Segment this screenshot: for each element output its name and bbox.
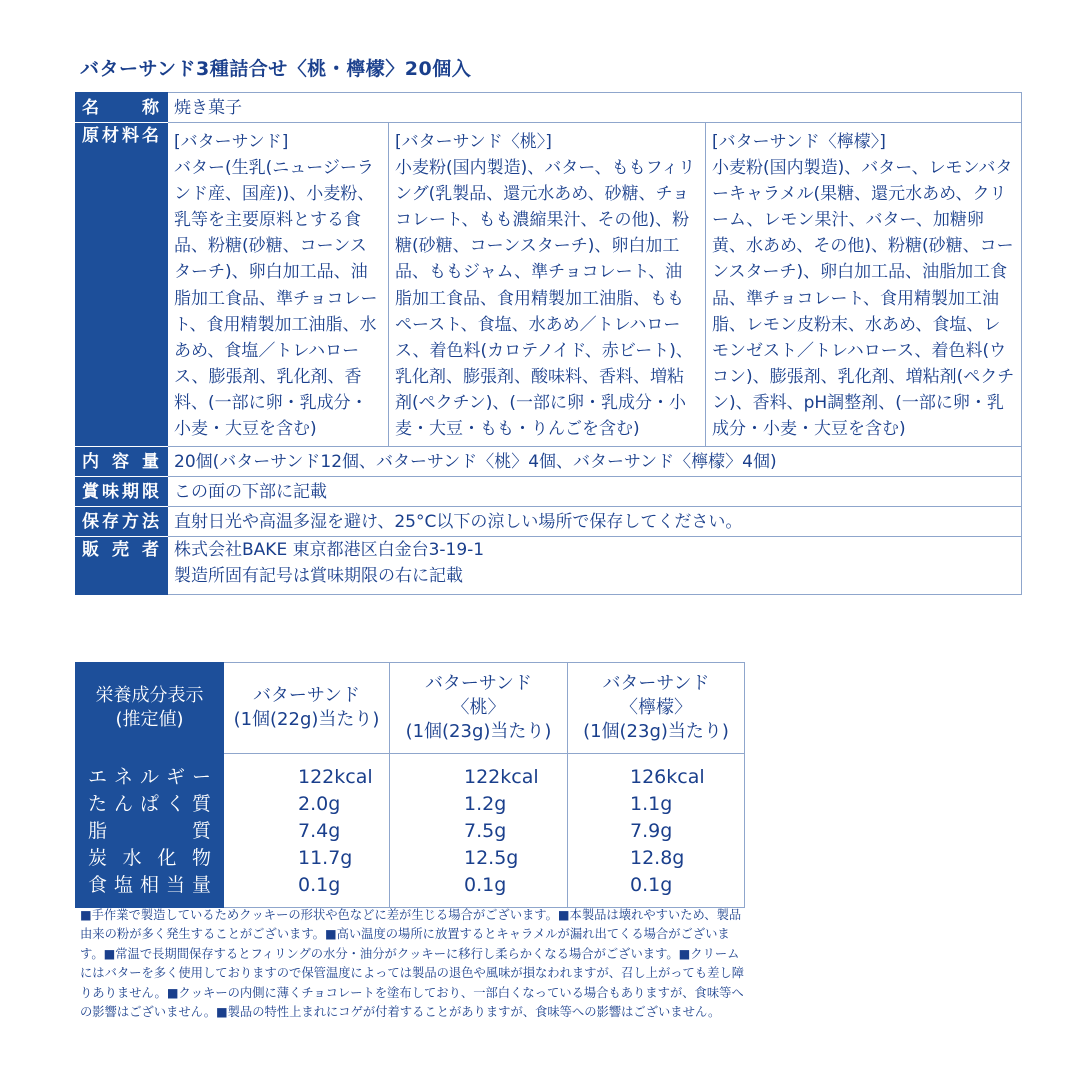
ingredients-heading: [バターサンド] [174, 132, 289, 152]
nutrition-value: 1.2g [464, 793, 507, 815]
nutrition-value: 7.5g [464, 820, 507, 842]
ingredients-butter-sand [168, 123, 389, 447]
nutrition-value: 11.7g [298, 847, 353, 869]
ingredients-heading: [バターサンド〈桃〉] [395, 132, 552, 152]
nutrition-values-peach [390, 754, 568, 908]
column-variant: 〈檸檬〉 [620, 697, 692, 718]
ingredients-label: 原材料名 [76, 123, 168, 447]
ingredients-heading: [バターサンド〈檸檬〉] [712, 132, 886, 152]
nutrition-value: 0.1g [464, 874, 507, 896]
storage-value: 直射日光や高温多湿を避け、25°C以下の涼しい場所で保存してください。 [168, 507, 1022, 537]
row-label-protein: たんぱく質 [88, 793, 211, 815]
seller-value [168, 537, 1022, 594]
nutrition-row-labels [76, 754, 224, 908]
name-value: 焼き菓子 [168, 93, 1022, 123]
seller-line-2: 製造所固有記号は賞味期限の右に記載 [174, 566, 463, 587]
expiry-value: この面の下部に記載 [168, 477, 1022, 507]
nutrition-value: 126kcal [630, 766, 705, 788]
ingredients-text: 小麦粉(国内製造)、バター、ももフィリング(乳製品、還元水あめ、砂糖、チョコレート、もも濃縮果汁、その他)、粉糖(砂糖、コーンスターチ)、卵白加工品、ももジャム、準チョコレート、油脂加工食品、食用精製加工油脂、ももペースト、食塩、水あめ／トレハロース、着色料(カロテノイド、赤ビート)、乳化剤、膨張剤、酸味料、香料、増粘剤(ペクチン)、(一部に卵・乳成分・小麦・大豆・もも・りんごを含む) [395, 158, 696, 440]
column-name: バターサンド [602, 673, 710, 694]
storage-label: 保存方法 [76, 507, 168, 537]
nutrition-value: 122kcal [298, 766, 373, 788]
column-serving: (1個(22g)当たり) [233, 709, 380, 730]
ingredients-butter-sand-lemon [706, 123, 1022, 447]
ingredients-text: 小麦粉(国内製造)、バター、レモンバターキャラメル(果糖、還元水あめ、クリーム、レモン果汁、バター、加糖卵黄、水あめ、その他)、粉糖(砂糖、コーンスターチ)、卵白加工品、油脂加工食品、準チョコレート、食用精製加工油脂、レモン皮粉末、水あめ、食塩、レモンゼスト／トレハロース、着色料(ウコン)、膨張剤、乳化剤、増粘剤(ペクチン)、香料、pH調整剤、(一部に卵・乳成分・小麦・大豆を含む) [712, 158, 1015, 440]
column-name: バターサンド [252, 685, 361, 706]
name-label: 名 称 [76, 93, 168, 123]
column-serving: (1個(23g)当たり) [405, 721, 552, 742]
expiry-label: 賞味期限 [76, 477, 168, 507]
nutrition-value: 0.1g [630, 874, 673, 896]
column-variant: 〈桃〉 [451, 697, 506, 718]
ingredients-text: バター(生乳(ニュージーランド産、国産))、小麦粉、乳等を主要原料とする食品、粉糖(砂糖、コーンスターチ)、卵白加工品、油脂加工食品、準チョコレート、食用精製加工油脂、水あめ、食塩／トレハロース、膨張剤、乳化剤、香料、(一部に卵・乳成分・小麦・大豆を含む) [174, 158, 378, 440]
nutrition-value: 1.1g [630, 793, 673, 815]
row-label-energy: エネルギー [88, 766, 211, 788]
nutrition-header-label [76, 663, 224, 754]
nutrition-table [75, 662, 745, 908]
nutrition-title: 栄養成分表示 [95, 685, 204, 706]
column-name: バターサンド [424, 673, 533, 694]
nutrition-value: 7.4g [298, 820, 341, 842]
seller-line-1: 株式会社BAKE 東京都港区白金台3-19-1 [174, 540, 485, 561]
nutrition-values-lemon [568, 754, 745, 908]
nutrition-values-butter-sand [224, 754, 390, 908]
seller-label: 販売者 [76, 537, 168, 594]
caution-notes: ■手作業で製造しているためクッキーの形状や色などに差が生じる場合がございます。■本製品は壊れやすいため、製品由来の粉が多く発生することがございます。■高い温度の場所に放置するとキャラメルが漏れ出てくる場合がございます。■常温で長期間保存するとフィリングの水分・油分がクッキーに移行し柔らかくなる場合がございます。■クリームにはバターを多く使用しておりますので保管温度によっては製品の退色や風味が損なわれますが、召し上がっても差し障りありません。■クッキーの内側に薄くチョコレートを塗布しており、一部白くなっている場合もありますが、食味等への影響はございません。■製品の特性上まれにコゲが付着することがありますが、食味等への影響はございません。 [80, 908, 745, 1020]
row-label-salt: 食塩相当量 [88, 874, 211, 896]
nutrition-value: 12.5g [464, 847, 519, 869]
nutrition-column-header [224, 663, 390, 754]
nutrition-value: 0.1g [298, 874, 341, 896]
row-label-fat: 脂質 [88, 820, 211, 842]
nutrition-value: 7.9g [630, 820, 673, 842]
product-title: バターサンド3種詰合せ〈桃・檸檬〉20個入 [80, 58, 472, 80]
nutrition-value: 2.0g [298, 793, 341, 815]
column-serving: (1個(23g)当たり) [583, 721, 729, 742]
nutrition-column-header [568, 663, 745, 754]
content-label: 内容量 [76, 447, 168, 477]
nutrition-subtitle: (推定値) [115, 709, 184, 730]
ingredients-butter-sand-peach [389, 123, 706, 447]
row-label-carbohydrate: 炭水化物 [88, 847, 211, 869]
content-value: 20個(バターサンド12個、バターサンド〈桃〉4個、バターサンド〈檸檬〉4個) [168, 447, 1022, 477]
nutrition-column-header [390, 663, 568, 754]
nutrition-value: 12.8g [630, 847, 685, 869]
nutrition-value: 122kcal [464, 766, 539, 788]
product-info-table [75, 92, 1022, 595]
